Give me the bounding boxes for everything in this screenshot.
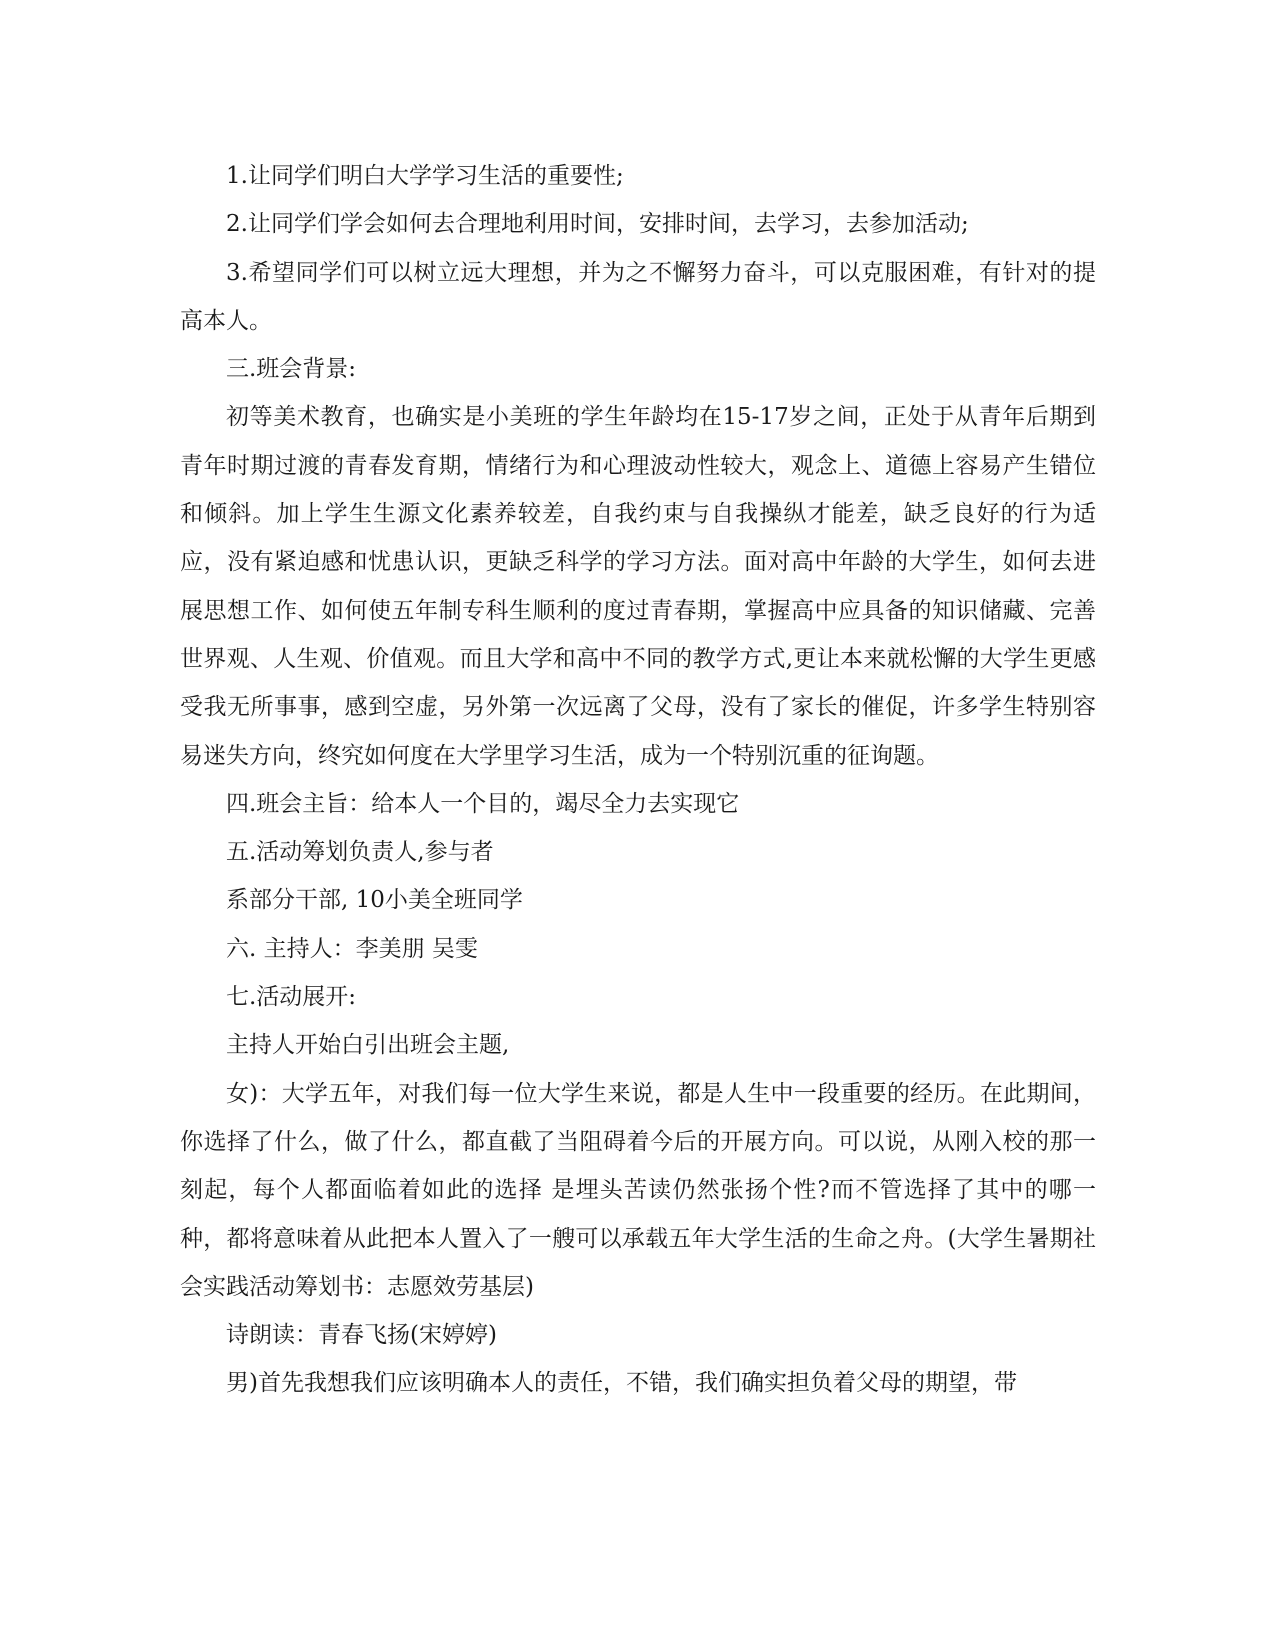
paragraph-host-intro: 主持人开始白引出班会主题,	[226, 1032, 510, 1059]
paragraph-goal-1: 1.让同学们明白大学学习生活的重要性;	[226, 163, 624, 189]
paragraph-background: 初等美术教育，也确实是小美班的学生年龄均在15-17岁之间，正处于从青年后期到青年时期过渡的青春发育期，情绪行为和心理波动性较大，观念上、道德上容易产生错位和倾斜。加上学生生源文化素养较差，自我约束与自我操纵才能差，缺乏良好的行为适应，没有紧迫感和忧患认识，更缺乏科学的学习方法。面对高中年龄的大学生，如何去进展思想工作、如何使五年制专科生顺利的度过青春期，掌握高中应具备的知识储藏、完善世界观、人生观、价值观。而且大学和高中不同的教学方式,更让本来就松懈的大学生更感受我无所事事，感到空虚，另外第一次远离了父母，没有了家长的催促，许多学生特别容易迷失方向，终究如何度在大学里学习生活，成为一个特别沉重的征询题。	[180, 404, 1096, 769]
paragraph-goal-3: 3.希望同学们可以树立远大理想，并为之不懈努力奋斗，可以克服困难，有针对的提高本人。	[180, 259, 1096, 334]
section-heading-background: 三.班会背景:	[226, 356, 357, 383]
section-heading-activity: 七.活动展开:	[226, 984, 357, 1011]
paragraph-goal-2: 2.让同学们学会如何去合理地利用时间，安排时间，去学习，去参加活动;	[226, 211, 969, 238]
section-heading-hosts: 六. 主持人：李美朋 吴雯	[226, 935, 478, 962]
section-heading-organizers: 五.活动筹划负责人,参与者	[226, 839, 494, 866]
paragraph-male-host: 男)首先我想我们应该明确本人的责任，不错，我们确实担负着父母的期望，带	[226, 1370, 1017, 1397]
paragraph-poem-reading: 诗朗读：青春飞扬(宋婷婷)	[226, 1322, 497, 1349]
document-body	[180, 152, 1096, 1408]
paragraph-participants: 系部分干部, 10小美全班同学	[226, 887, 523, 914]
section-heading-purpose: 四.班会主旨：给本人一个目的，竭尽全力去实现它	[226, 790, 740, 817]
paragraph-female-host: 女)：大学五年，对我们每一位大学生来说，都是人生中一段重要的经历。在此期间，你选择了什么，做了什么，都直截了当阻碍着今后的开展方向。可以说，从刚入校的那一刻起，每个人都面临着如此的选择 是埋头苦读仍然张扬个性?而不管选择了其中的哪一种，都将意味着从此把本人置入了一艘可以承载五年大学生活的生命之舟。(大学生暑期社会实践活动筹划书：志愿效劳基层)	[180, 1080, 1096, 1300]
